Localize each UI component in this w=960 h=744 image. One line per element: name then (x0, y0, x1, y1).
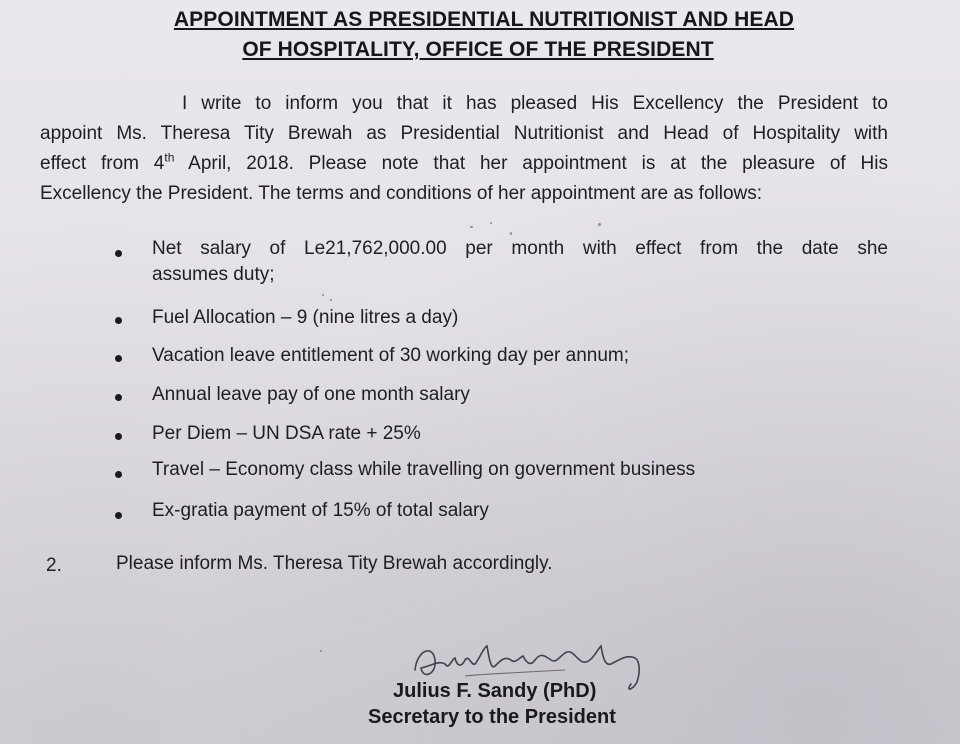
intro-line-3 (40, 149, 888, 179)
term-salary-line-2: assumes duty; (152, 264, 275, 285)
paper-speck (470, 226, 473, 228)
term-fuel-text: Fuel Allocation – 9 (nine litres a day) (152, 307, 459, 328)
paper-speck (320, 650, 322, 652)
paper-speck (322, 294, 324, 296)
intro-line-3-pre: effect from 4 (40, 153, 165, 174)
bullet-icon (115, 433, 122, 440)
term-annual-leave-text: Annual leave pay of one month salary (152, 384, 470, 405)
term-annual-leave (0, 382, 960, 412)
bullet-icon (115, 471, 122, 478)
signatory-title: Secretary to the President (368, 706, 616, 728)
intro-line-1: I write to inform you that it has pleased His Excellency the President to (182, 93, 888, 114)
intro-paragraph (40, 89, 888, 209)
bullet-icon (115, 394, 122, 401)
term-salary (0, 236, 960, 285)
intro-line-3-post: April, 2018. Please note that her appointment is at the pleasure of His (174, 153, 888, 174)
term-salary-text (152, 236, 888, 288)
title-line-2: OF HOSPITALITY, OFFICE OF THE PRESIDENT (242, 38, 714, 61)
term-vacation (0, 343, 960, 373)
bullet-icon (115, 250, 122, 257)
paper-speck (598, 223, 601, 226)
term-travel (0, 457, 960, 487)
intro-line-2: appoint Ms. Theresa Tity Brewah as Presidential Nutritionist and Head of Hospitality with (40, 123, 888, 144)
term-ex-gratia (0, 498, 960, 528)
paper-speck (510, 232, 512, 235)
term-fuel (0, 305, 960, 335)
term-per-diem-text: Per Diem – UN DSA rate + 25% (152, 423, 421, 444)
ordinal-suffix: th (164, 150, 175, 165)
signatory-name: Julius F. Sandy (PhD) (393, 680, 597, 702)
paper-speck (330, 299, 332, 301)
intro-line-4: Excellency the President. The terms and conditions of her appointment are as follows: (40, 183, 763, 204)
item-2-text: Please inform Ms. Theresa Tity Brewah accordingly. (116, 553, 553, 574)
bullet-icon (115, 317, 122, 324)
term-travel-text: Travel – Economy class while travelling on government business (152, 459, 696, 480)
term-per-diem (0, 421, 960, 451)
title-line-1: APPOINTMENT AS PRESIDENTIAL NUTRITIONIST AND HEAD (173, 8, 795, 31)
bullet-icon (115, 355, 122, 362)
term-salary-line-1: Net salary of Le21,762,000.00 per month with effect from the date she (152, 238, 888, 259)
item-number: 2. (46, 555, 62, 576)
term-vacation-text: Vacation leave entitlement of 30 working day per annum; (152, 345, 630, 366)
paper-speck (490, 222, 492, 224)
bullet-icon (115, 512, 122, 519)
term-ex-gratia-text: Ex-gratia payment of 15% of total salary (152, 500, 489, 521)
